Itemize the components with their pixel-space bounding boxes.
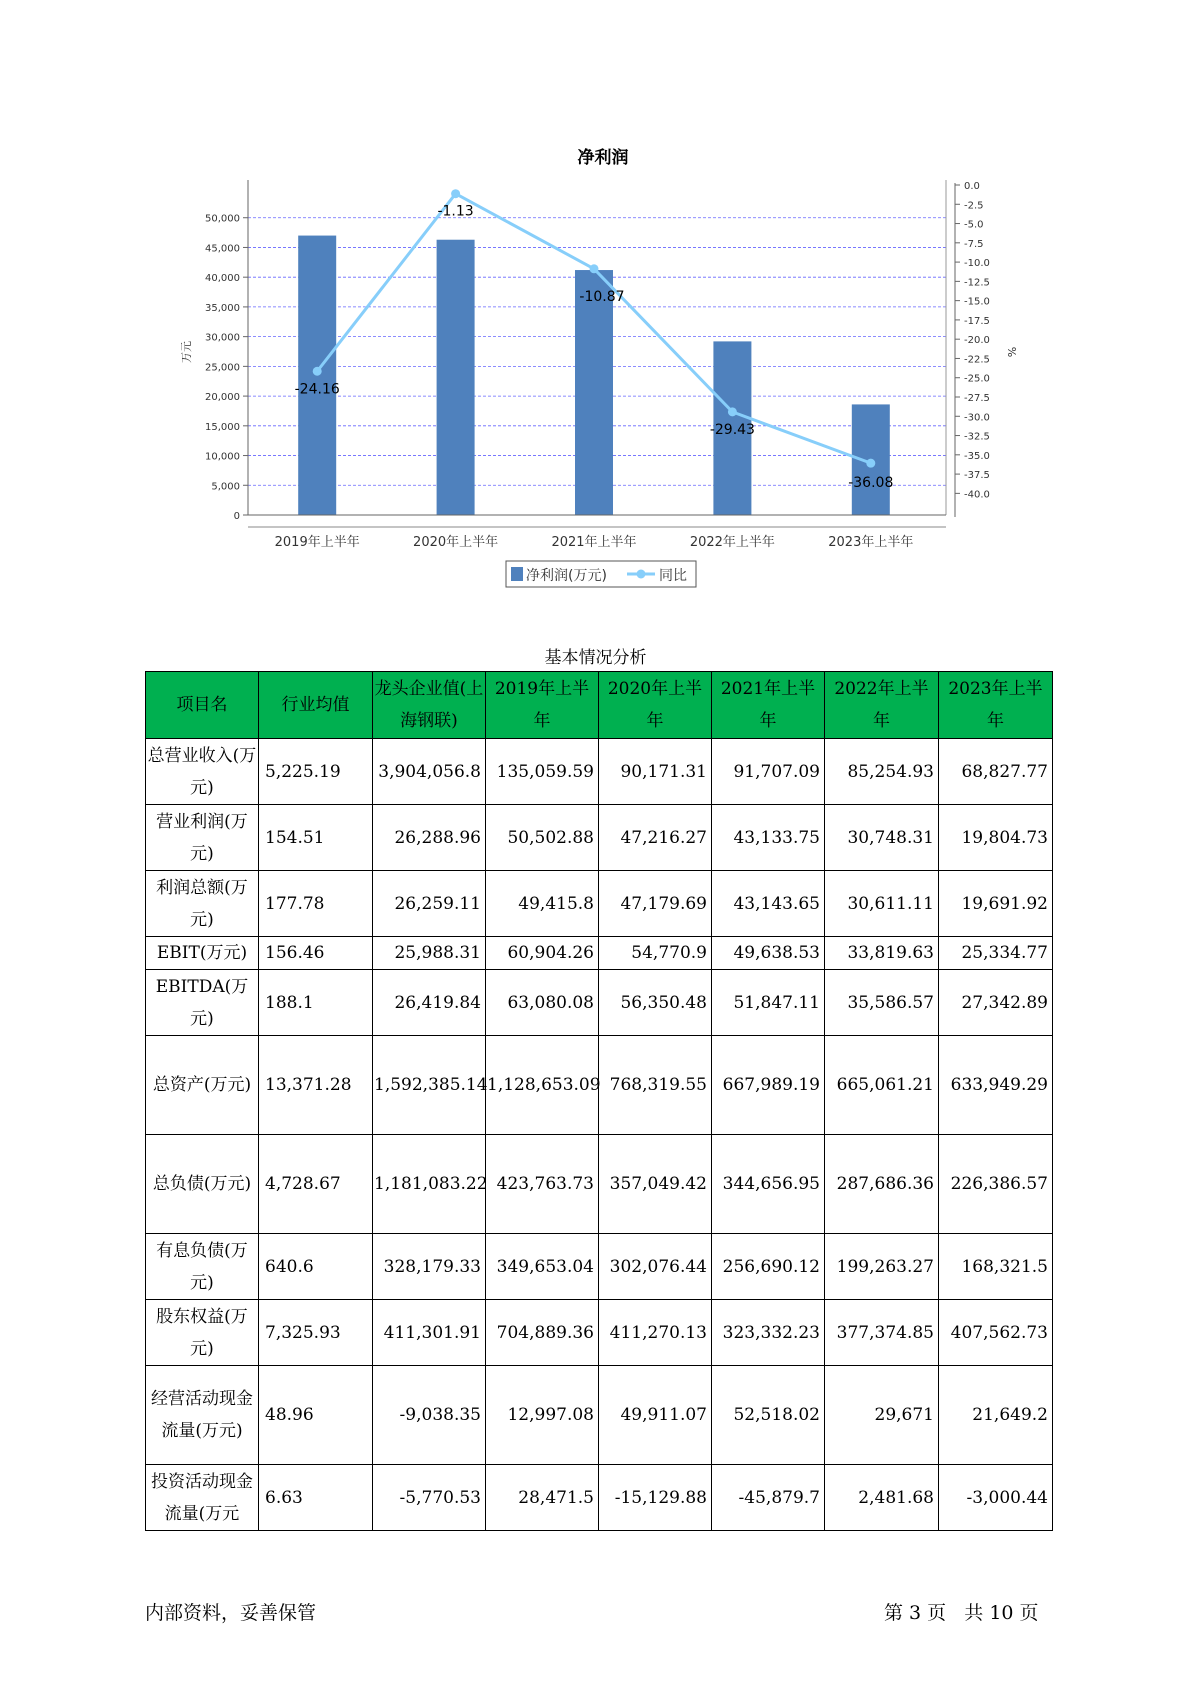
value-cell: 199,263.27 xyxy=(825,1234,939,1300)
value-cell: 3,904,056.8 xyxy=(373,739,486,805)
y-tick-label: 5,000 xyxy=(211,481,240,493)
value-cell: 28,471.5 xyxy=(486,1465,599,1531)
value-cell: 407,562.73 xyxy=(939,1300,1053,1366)
table-row xyxy=(146,1234,1053,1300)
value-cell: -45,879.7 xyxy=(712,1465,825,1531)
value-cell: 26,288.96 xyxy=(373,805,486,871)
row-label-cell: 总营业收入(万元) xyxy=(146,739,259,805)
value-cell: 1,592,385.14 xyxy=(373,1036,486,1135)
value-cell: 302,076.44 xyxy=(599,1234,712,1300)
value-cell: 47,216.27 xyxy=(599,805,712,871)
value-cell: 357,049.42 xyxy=(599,1135,712,1234)
yoy-data-label: -10.87 xyxy=(579,288,625,305)
value-cell: 256,690.12 xyxy=(712,1234,825,1300)
row-label-cell: EBITDA(万元) xyxy=(146,970,259,1036)
value-cell: 665,061.21 xyxy=(825,1036,939,1135)
yoy-marker xyxy=(590,264,599,273)
x-tick-label: 2022年上半年 xyxy=(689,535,775,550)
value-cell: 640.6 xyxy=(259,1234,373,1300)
value-cell: 4,728.67 xyxy=(259,1135,373,1234)
y2-tick-label: -22.5 xyxy=(964,354,990,366)
value-cell: 52,518.02 xyxy=(712,1366,825,1465)
legend-bar-label: 净利润(万元) xyxy=(526,568,607,584)
table-row xyxy=(146,1135,1053,1234)
value-cell: 21,649.2 xyxy=(939,1366,1053,1465)
column-header: 行业均值 xyxy=(259,672,373,739)
yoy-data-label: -29.43 xyxy=(709,421,755,438)
value-cell: -9,038.35 xyxy=(373,1366,486,1465)
y2-tick-label: -30.0 xyxy=(964,412,990,424)
value-cell: 12,997.08 xyxy=(486,1366,599,1465)
value-cell: -5,770.53 xyxy=(373,1465,486,1531)
y2-tick-label: -40.0 xyxy=(964,489,990,501)
value-cell: 85,254.93 xyxy=(825,739,939,805)
value-cell: 26,419.84 xyxy=(373,970,486,1036)
y-tick-label: 45,000 xyxy=(205,243,240,255)
value-cell: 29,671 xyxy=(825,1366,939,1465)
legend-line-marker xyxy=(637,570,646,579)
y2-tick-label: -12.5 xyxy=(964,277,990,289)
value-cell: 135,059.59 xyxy=(486,739,599,805)
column-header: 2023年上半年 xyxy=(939,672,1053,739)
value-cell: 667,989.19 xyxy=(712,1036,825,1135)
value-cell: 349,653.04 xyxy=(486,1234,599,1300)
x-tick-label: 2019年上半年 xyxy=(274,535,360,550)
y2-tick-label: -20.0 xyxy=(964,335,990,347)
value-cell: 33,819.63 xyxy=(825,937,939,970)
yoy-marker xyxy=(866,459,875,468)
value-cell: 328,179.33 xyxy=(373,1234,486,1300)
value-cell: 35,586.57 xyxy=(825,970,939,1036)
legend-bar-swatch xyxy=(511,567,523,581)
y-tick-label: 40,000 xyxy=(205,273,240,285)
row-label-cell: 投资活动现金流量(万元 xyxy=(146,1465,259,1531)
value-cell: 25,334.77 xyxy=(939,937,1053,970)
value-cell: 90,171.31 xyxy=(599,739,712,805)
value-cell: 7,325.93 xyxy=(259,1300,373,1366)
row-label-cell: 经营活动现金流量(万元) xyxy=(146,1366,259,1465)
value-cell: 19,804.73 xyxy=(939,805,1053,871)
bar-series xyxy=(298,236,890,515)
value-cell: 54,770.9 xyxy=(599,937,712,970)
y2-tick-label: -25.0 xyxy=(964,373,990,385)
value-cell: 49,911.07 xyxy=(599,1366,712,1465)
table-row xyxy=(146,1300,1053,1366)
analysis-table xyxy=(145,671,1053,1531)
table-header-row xyxy=(146,672,1053,739)
yoy-marker xyxy=(451,189,460,198)
value-cell: 1,128,653.09 xyxy=(486,1036,599,1135)
y2-tick-label: -17.5 xyxy=(964,315,990,327)
bar xyxy=(437,240,475,515)
y2-tick-label: -15.0 xyxy=(964,296,990,308)
y2-tick-label: -7.5 xyxy=(964,238,984,250)
value-cell: 50,502.88 xyxy=(486,805,599,871)
table-row xyxy=(146,739,1053,805)
value-cell: 1,181,083.22 xyxy=(373,1135,486,1234)
yoy-data-label: -1.13 xyxy=(437,203,474,220)
row-label-cell: 有息负债(万元) xyxy=(146,1234,259,1300)
value-cell: 43,133.75 xyxy=(712,805,825,871)
yoy-data-label: -36.08 xyxy=(848,475,894,492)
table-row xyxy=(146,970,1053,1036)
value-cell: 47,179.69 xyxy=(599,871,712,937)
row-label-cell: EBIT(万元) xyxy=(146,937,259,970)
y-tick-label: 25,000 xyxy=(205,362,240,374)
value-cell: 633,949.29 xyxy=(939,1036,1053,1135)
value-cell: 377,374.85 xyxy=(825,1300,939,1366)
chart-title: 净利润 xyxy=(577,148,629,168)
value-cell: 287,686.36 xyxy=(825,1135,939,1234)
value-cell: 25,988.31 xyxy=(373,937,486,970)
y-tick-label: 0 xyxy=(233,511,240,522)
value-cell: 91,707.09 xyxy=(712,739,825,805)
y2-tick-label: -10.0 xyxy=(964,258,990,270)
y-axis-title: 万元 xyxy=(180,341,193,363)
y-tick-label: 35,000 xyxy=(205,302,240,314)
table-row xyxy=(146,805,1053,871)
y2-tick-label: -2.5 xyxy=(964,200,984,212)
row-label-cell: 股东权益(万元) xyxy=(146,1300,259,1366)
table-row xyxy=(146,871,1053,937)
value-cell: 13,371.28 xyxy=(259,1036,373,1135)
column-header: 项目名 xyxy=(146,672,259,739)
row-label-cell: 总负债(万元) xyxy=(146,1135,259,1234)
net-profit-chart xyxy=(0,0,1191,600)
value-cell: 768,319.55 xyxy=(599,1036,712,1135)
y2-tick-label: -32.5 xyxy=(964,431,990,443)
value-cell: 48.96 xyxy=(259,1366,373,1465)
y2-axis-title: % xyxy=(1005,346,1018,358)
column-header: 龙头企业值(上海钢联) xyxy=(373,672,486,739)
y-tick-label: 30,000 xyxy=(205,332,240,344)
row-label-cell: 营业利润(万元) xyxy=(146,805,259,871)
x-tick-label: 2023年上半年 xyxy=(828,535,914,550)
column-header: 2020年上半年 xyxy=(599,672,712,739)
yoy-marker xyxy=(313,367,322,376)
column-header: 2021年上半年 xyxy=(712,672,825,739)
table-body xyxy=(146,739,1053,1531)
value-cell: 323,332.23 xyxy=(712,1300,825,1366)
value-cell: 26,259.11 xyxy=(373,871,486,937)
value-cell: 19,691.92 xyxy=(939,871,1053,937)
value-cell: 411,270.13 xyxy=(599,1300,712,1366)
value-cell: 51,847.11 xyxy=(712,970,825,1036)
y-tick-label: 20,000 xyxy=(205,392,240,404)
value-cell: 704,889.36 xyxy=(486,1300,599,1366)
value-cell: 168,321.5 xyxy=(939,1234,1053,1300)
table-row xyxy=(146,1465,1053,1531)
chart-legend xyxy=(506,561,696,587)
value-cell: 154.51 xyxy=(259,805,373,871)
y2-tick-label: -27.5 xyxy=(964,393,990,404)
value-cell: 30,748.31 xyxy=(825,805,939,871)
y2-tick-label: -37.5 xyxy=(964,470,990,482)
y-tick-label: 50,000 xyxy=(205,213,240,225)
value-cell: 226,386.57 xyxy=(939,1135,1053,1234)
column-header: 2022年上半年 xyxy=(825,672,939,739)
row-label-cell: 总资产(万元) xyxy=(146,1036,259,1135)
y2-tick-label: -35.0 xyxy=(964,450,990,462)
y-tick-label: 10,000 xyxy=(205,451,240,463)
value-cell: 411,301.91 xyxy=(373,1300,486,1366)
value-cell: -15,129.88 xyxy=(599,1465,712,1531)
legend-line-label: 同比 xyxy=(659,568,687,584)
y2-tick-label: -5.0 xyxy=(964,219,984,231)
table-caption: 基本情况分析 xyxy=(544,648,647,668)
value-cell: 2,481.68 xyxy=(825,1465,939,1531)
value-cell: 49,415.8 xyxy=(486,871,599,937)
value-cell: 30,611.11 xyxy=(825,871,939,937)
value-cell: 6.63 xyxy=(259,1465,373,1531)
bar xyxy=(575,270,613,515)
value-cell: 43,143.65 xyxy=(712,871,825,937)
table-row xyxy=(146,1036,1053,1135)
value-cell: 344,656.95 xyxy=(712,1135,825,1234)
value-cell: 60,904.26 xyxy=(486,937,599,970)
x-tick-label: 2021年上半年 xyxy=(551,535,637,550)
x-tick-label: 2020年上半年 xyxy=(413,535,499,550)
value-cell: 68,827.77 xyxy=(939,739,1053,805)
column-header: 2019年上半年 xyxy=(486,672,599,739)
value-cell: -3,000.44 xyxy=(939,1465,1053,1531)
y2-tick-label: 0.0 xyxy=(964,181,980,192)
value-cell: 423,763.73 xyxy=(486,1135,599,1234)
value-cell: 63,080.08 xyxy=(486,970,599,1036)
footer-page-number: 第 3 页 共 10 页 xyxy=(884,1602,1039,1624)
value-cell: 188.1 xyxy=(259,970,373,1036)
row-label-cell: 利润总额(万元) xyxy=(146,871,259,937)
yoy-data-label: -24.16 xyxy=(294,381,340,398)
value-cell: 27,342.89 xyxy=(939,970,1053,1036)
value-cell: 177.78 xyxy=(259,871,373,937)
y-tick-label: 15,000 xyxy=(205,421,240,433)
value-cell: 156.46 xyxy=(259,937,373,970)
yoy-marker xyxy=(728,407,737,416)
value-cell: 56,350.48 xyxy=(599,970,712,1036)
value-cell: 49,638.53 xyxy=(712,937,825,970)
footer-confidential-note: 内部资料，妥善保管 xyxy=(145,1602,317,1624)
table-row xyxy=(146,937,1053,970)
value-cell: 5,225.19 xyxy=(259,739,373,805)
table-row xyxy=(146,1366,1053,1465)
